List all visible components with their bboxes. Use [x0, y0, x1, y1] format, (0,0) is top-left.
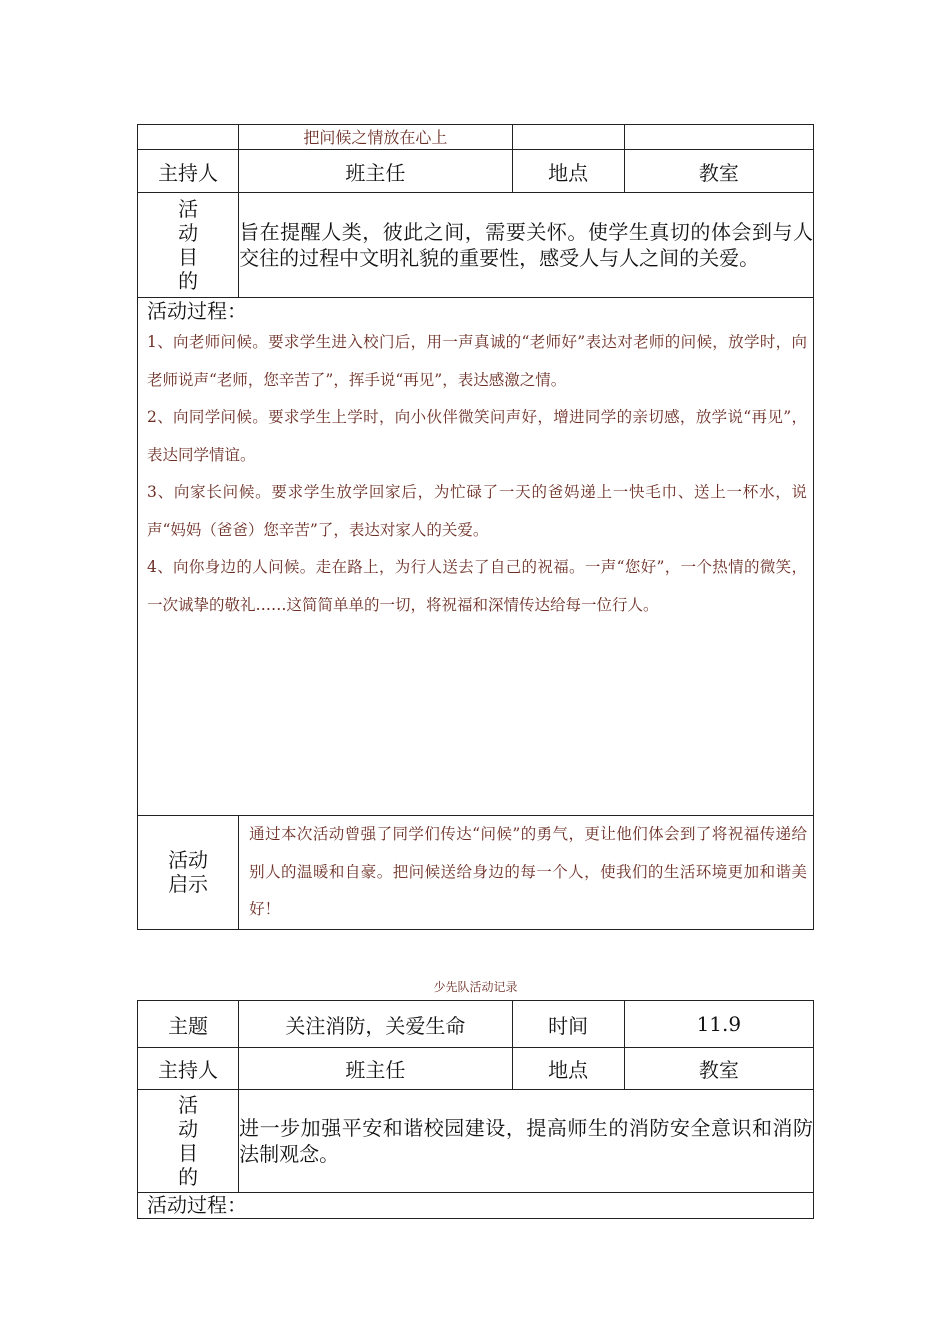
- process-item: 1、向老师问候。要求学生进入校门后，用一声真诚的“老师好”表达对老师的问候，放学时，向老师说声“老师，您辛苦了”，挥手说“再见”，表达感激之情。: [147, 333, 807, 389]
- process-item: 4、向你身边的人问候。走在路上，为行人送去了自己的祝福。一声“您好”，一个热情的微笑，一次诚挚的敬礼……这简简单单的一切，将祝福和深情传达给每一位行人。: [147, 558, 807, 614]
- place-value: 教室: [624, 150, 813, 193]
- host-label: 主持人: [138, 1048, 239, 1090]
- host-value: 班主任: [239, 1048, 512, 1090]
- process-cell: [138, 1193, 814, 1219]
- purpose-label: 活 动 目 的: [138, 193, 239, 298]
- process-item: 2、向同学问候。要求学生上学时，向小伙伴微笑问声好，增进同学的亲切感，放学说“再见”，表达同学情谊。: [147, 408, 807, 464]
- place-label: 地点: [512, 150, 624, 193]
- process-cell: [138, 298, 814, 816]
- theme-value: 把问候之情放在心上: [239, 125, 512, 150]
- purpose-text: 进一步加强平安和谐校园建设，提高师生的消防安全意识和消防法制观念。: [239, 1090, 814, 1193]
- time-value: 11.9: [624, 1001, 813, 1048]
- inspiration-label: 活动 启示: [138, 816, 239, 930]
- host-value: 班主任: [239, 150, 512, 193]
- place-value: 教室: [624, 1048, 813, 1090]
- process-label: 活动过程：: [147, 299, 247, 323]
- purpose-text: 旨在提醒人类，彼此之间，需要关怀。使学生真切的体会到与人交往的过程中文明礼貌的重要性，感受人与人之间的关爱。: [239, 193, 814, 298]
- process-item: 3、向家长问候。要求学生放学回家后，为忙碌了一天的爸妈递上一快毛巾、送上一杯水，说声“妈妈（爸爸）您辛苦”了，表达对家人的关爱。: [147, 483, 807, 539]
- time-label: 时间: [512, 1001, 624, 1048]
- theme-label: 主题: [138, 1001, 239, 1048]
- host-label: 主持人: [138, 150, 239, 193]
- theme-label-cell: [138, 125, 239, 150]
- purpose-label: 活 动 目 的: [138, 1090, 239, 1193]
- record-caption: 少先队活动记录: [433, 980, 518, 994]
- time-value-cell: [624, 125, 813, 150]
- record-table-1: [137, 124, 814, 930]
- process-list: [147, 324, 807, 624]
- inspiration-text: 通过本次活动曾强了同学们传达“问候”的勇气，更让他们体会到了将祝福传递给别人的温暖和自豪。把问候送给身边的每一个人，使我们的生活环境更加和谐美好！: [239, 816, 814, 930]
- record-table-2: [137, 1000, 814, 1219]
- place-label: 地点: [512, 1048, 624, 1090]
- time-label-cell: [512, 125, 624, 150]
- process-label: 活动过程：: [147, 1193, 247, 1217]
- theme-value: 关注消防，关爱生命: [239, 1001, 512, 1048]
